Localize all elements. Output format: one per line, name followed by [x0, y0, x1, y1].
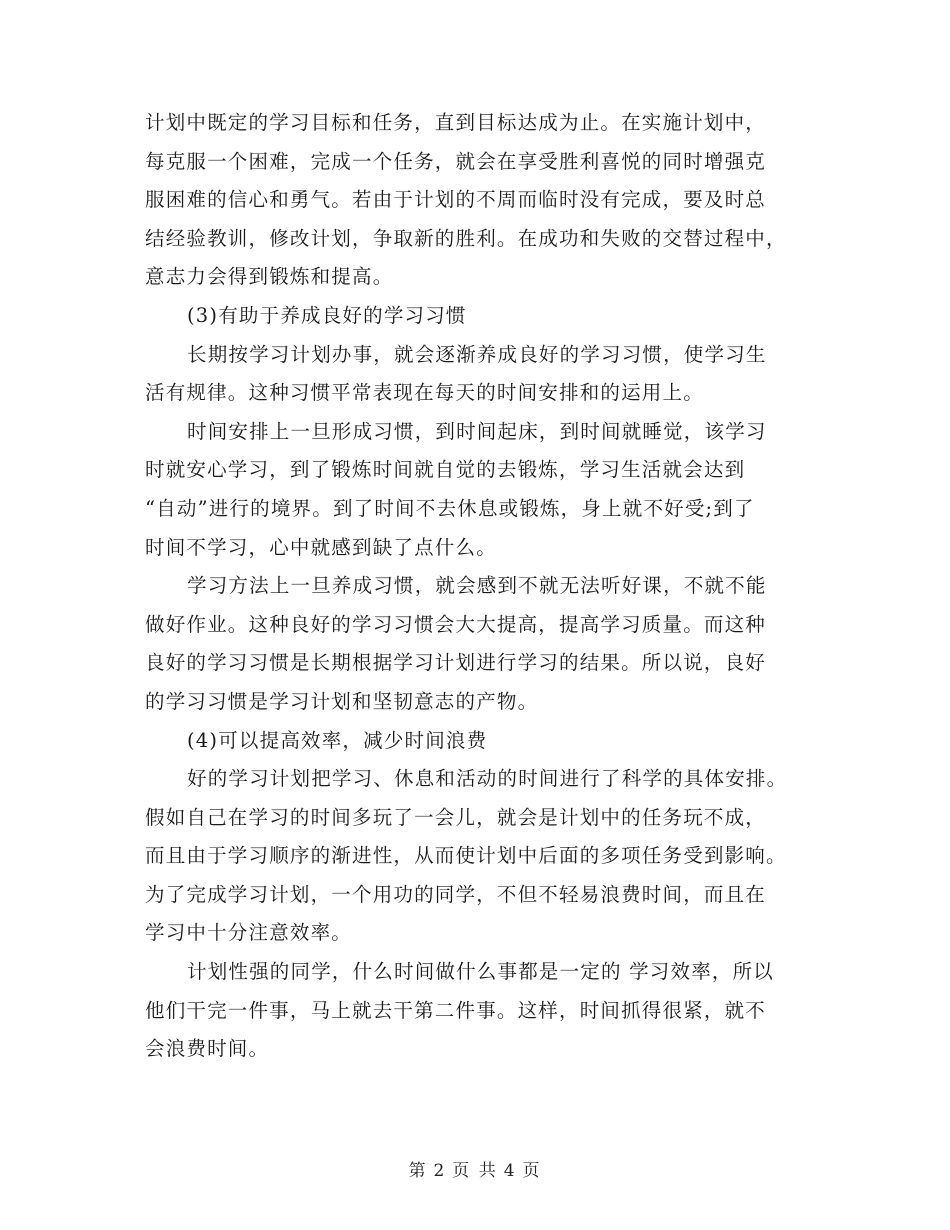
paragraph-start: 计划性强的同学，什么时间做什么事都是一定的 学习效率，所以 — [187, 960, 774, 984]
text-line: 意志力会得到锻炼和提高。 — [145, 265, 394, 289]
current-page-number: 2 — [433, 1161, 447, 1181]
footer-middle: 页 共 — [452, 1161, 498, 1181]
paragraph-start: 时间安排上一旦形成习惯，到时间起床，到时间就睡觉，该学习 — [187, 419, 767, 443]
text-line: 做好作业。这种良好的学习习惯会大大提高，提高学习质量。而这种 — [145, 612, 767, 636]
text-line: 而且由于学习顺序的渐进性，从而使计划中后面的多项任务受到影响。 — [145, 844, 787, 868]
paragraph-start: 学习方法上一旦养成习惯，就会感到不就无法听好课，不就不能 — [187, 574, 767, 598]
footer-prefix: 第 — [408, 1161, 428, 1181]
text-line: 活有规律。这种习惯平常表现在每天的时间安排和的运用上。 — [145, 381, 704, 405]
text-line: 计划中既定的学习目标和任务，直到目标达成为止。在实施计划中， — [145, 111, 767, 134]
text-line: 学习中十分注意效率。 — [145, 921, 353, 945]
text-line: 的学习习惯是学习计划和坚韧意志的产物。 — [145, 689, 539, 713]
text-line: 他们干完一件事，马上就去干第二件事。这样，时间抓得很紧，就不 — [145, 998, 767, 1022]
text-line: 假如自己在学习的时间多玩了一会儿，就会是计划中的任务玩不成， — [145, 805, 767, 829]
text-line: 良好的学习习惯是长期根据学习计划进行学习的结果。所以说，良好 — [145, 651, 767, 675]
text-line: 时就安心学习，到了锻炼时间就自觉的去锻炼，学习生活就会达到 — [145, 458, 746, 482]
total-pages-number: 4 — [503, 1161, 517, 1181]
text-line: “自动”进行的境界。到了时间不去休息或锻炼，身上就不好受;到了 — [145, 496, 755, 520]
text-line: 为了完成学习计划，一个用功的同学，不但不轻易浪费时间，而且在 — [145, 882, 767, 906]
document-body — [145, 104, 815, 1069]
paragraph-start: 好的学习计划把学习、休息和活动的时间进行了科学的具体安排。 — [187, 767, 788, 791]
text-line: 服困难的信心和勇气。若由于计划的不周而临时没有完成，要及时总 — [145, 188, 767, 212]
text-line: 时间不学习，心中就感到缺了点什么。 — [145, 535, 497, 559]
section-heading: (4)可以提高效率，减少时间浪费 — [187, 728, 488, 752]
section-heading: (3)有助于养成良好的学习习惯 — [187, 303, 467, 327]
paragraph-start: 长期按学习计划办事，就会逐渐养成良好的学习习惯，使学习生 — [187, 342, 767, 366]
text-line: 每克服一个困难，完成一个任务，就会在享受胜利喜悦的同时增强克 — [145, 149, 767, 173]
text-line: 会浪费时间。 — [145, 1037, 270, 1061]
text-line: 结经验教训，修改计划，争取新的胜利。在成功和失败的交替过程中， — [145, 226, 787, 250]
page-footer — [0, 1156, 950, 1181]
footer-suffix: 页 — [522, 1161, 542, 1181]
